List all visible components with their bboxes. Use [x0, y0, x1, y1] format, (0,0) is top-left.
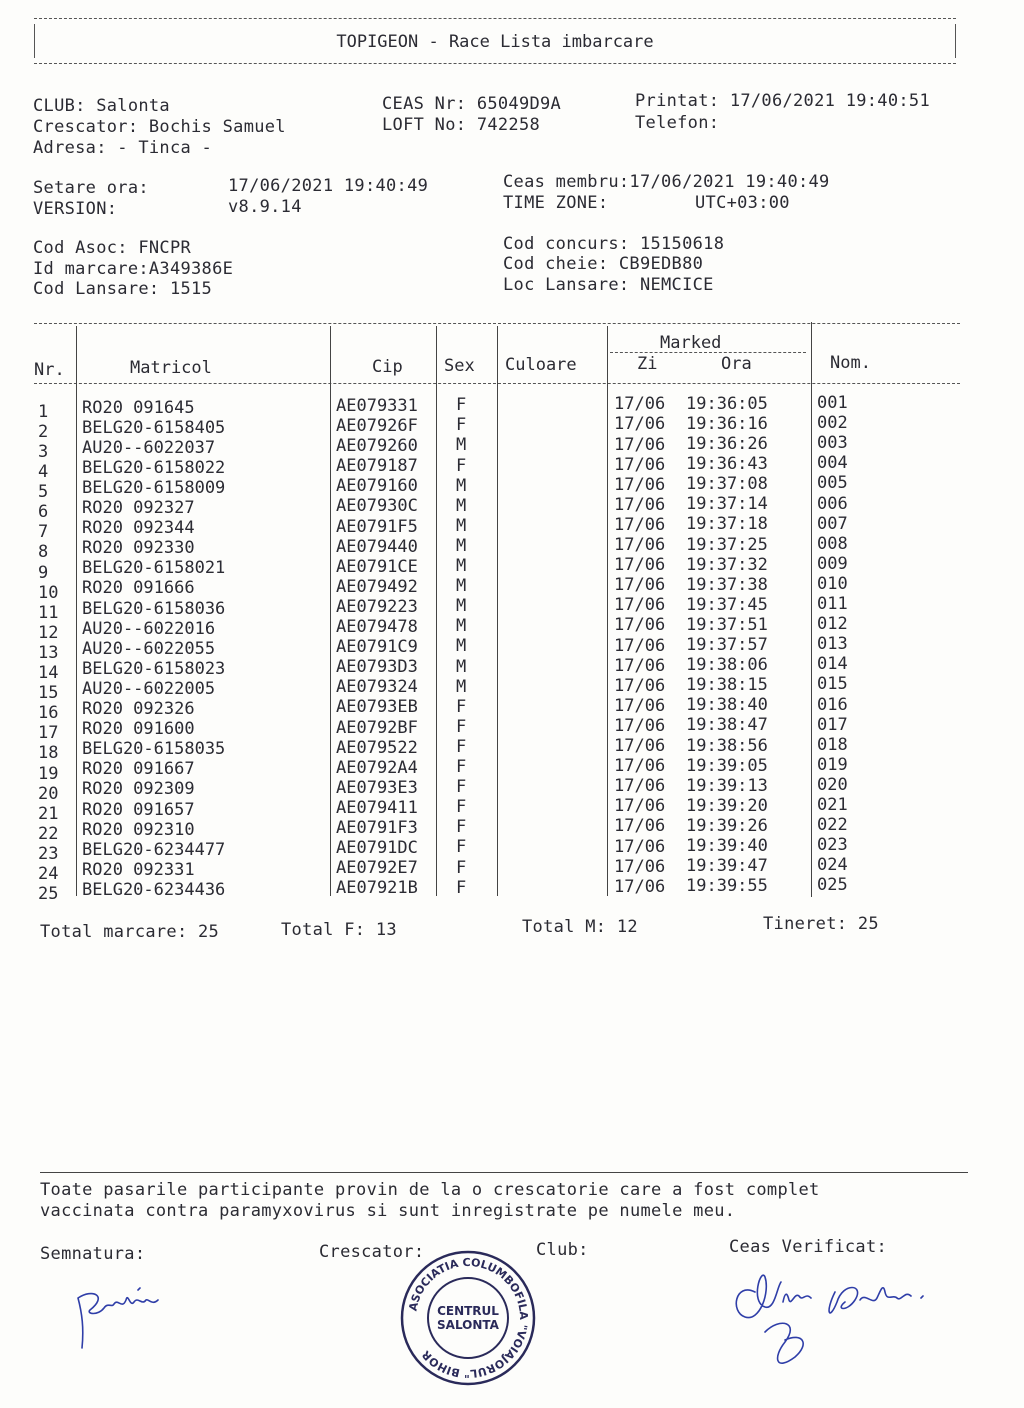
row-2-matricol: BELG20-6158405: [82, 417, 226, 438]
row-12-nr: 12: [38, 622, 59, 643]
row-19-sex: F: [456, 757, 467, 778]
row-13-zi: 17/06: [614, 635, 666, 656]
row-14-sex: M: [456, 656, 467, 677]
row-20-sex: F: [456, 777, 467, 798]
printed-datetime: Printat: 17/06/2021 19:40:51: [635, 91, 930, 111]
row-4-matricol: BELG20-6158022: [82, 457, 226, 478]
row-14-matricol: BELG20-6158023: [82, 658, 226, 679]
row-15-nom: 015: [817, 674, 848, 695]
row-22-cip: AE0791F3: [336, 818, 418, 839]
row-15-matricol: AU20--6022005: [82, 678, 216, 699]
signature-label: Semnatura:: [40, 1244, 146, 1264]
row-6-nom: 006: [817, 493, 848, 514]
col-header-matricol: Matricol: [130, 358, 212, 378]
column-divider-after-sex: [497, 326, 498, 896]
row-17-nr: 17: [38, 723, 59, 744]
row-25-ora: 19:39:55: [686, 876, 768, 897]
row-20-cip: AE0793E3: [336, 777, 418, 798]
row-21-sex: F: [456, 797, 467, 818]
row-1-nom: 001: [817, 393, 848, 414]
member-clock: Ceas membru:17/06/2021 19:40:49: [503, 172, 830, 192]
row-13-sex: M: [456, 636, 467, 657]
vaccination-statement-line1: Toate pasarile participante provin de la o crescatorie care a fost complet: [40, 1180, 820, 1200]
row-10-sex: M: [456, 576, 467, 597]
row-1-ora: 19:36:05: [686, 393, 768, 414]
col-header-zi: Zi: [637, 354, 658, 374]
row-5-nom: 005: [817, 473, 848, 494]
row-23-ora: 19:39:40: [686, 836, 768, 857]
row-23-matricol: BELG20-6234477: [82, 839, 226, 860]
stamp-inner-line2: SALONTA: [437, 1318, 499, 1332]
row-19-matricol: RO20 091667: [82, 759, 195, 780]
row-25-nom: 025: [817, 875, 848, 896]
row-24-ora: 19:39:47: [686, 856, 768, 877]
header-bottom-border: [34, 63, 956, 64]
row-4-sex: F: [456, 455, 467, 476]
row-25-sex: F: [456, 877, 467, 898]
row-16-nr: 16: [38, 703, 59, 724]
row-11-ora: 19:37:45: [686, 594, 768, 615]
row-12-matricol: AU20--6022016: [82, 618, 216, 639]
race-code: Cod concurs: 15150618: [503, 234, 725, 254]
column-divider-after-cip: [436, 326, 437, 896]
row-5-matricol: BELG20-6158009: [82, 477, 226, 498]
col-header-ora: Ora: [721, 354, 752, 374]
row-7-sex: M: [456, 515, 467, 536]
row-2-zi: 17/06: [614, 414, 666, 435]
row-6-cip: AE07930C: [336, 496, 418, 517]
club-stamp: [398, 1248, 538, 1388]
club-label: Club:: [536, 1240, 589, 1260]
row-15-ora: 19:38:15: [686, 675, 768, 696]
col-header-sex: Sex: [444, 356, 475, 376]
row-7-nr: 7: [38, 522, 49, 543]
version-value: v8.9.14: [228, 197, 302, 217]
stamp-inner-line1: CENTRUL: [437, 1304, 499, 1318]
row-24-cip: AE0792E7: [336, 858, 418, 879]
row-19-ora: 19:39:05: [686, 755, 768, 776]
row-16-cip: AE0793EB: [336, 697, 418, 718]
row-5-cip: AE079160: [336, 476, 418, 497]
row-14-nr: 14: [38, 663, 59, 684]
row-20-ora: 19:39:13: [686, 775, 768, 796]
row-15-zi: 17/06: [614, 675, 666, 696]
clock-set-label: Setare ora:: [33, 178, 149, 198]
row-25-nr: 25: [38, 884, 59, 905]
row-17-zi: 17/06: [614, 715, 666, 736]
row-20-matricol: RO20 092309: [82, 779, 195, 800]
column-divider-after-nr: [76, 326, 77, 896]
row-20-nom: 020: [817, 774, 848, 795]
row-7-nom: 007: [817, 513, 848, 534]
phone-label: Telefon:: [635, 113, 720, 133]
row-23-nr: 23: [38, 843, 59, 864]
release-code: Cod Lansare: 1515: [33, 279, 213, 299]
row-8-sex: M: [456, 535, 467, 556]
breeder-name: Crescator: Bochis Samuel: [33, 117, 286, 137]
row-12-zi: 17/06: [614, 615, 666, 636]
table-top-rule: [34, 323, 960, 324]
row-19-nom: 019: [817, 754, 848, 775]
row-2-nom: 002: [817, 413, 848, 434]
row-8-zi: 17/06: [614, 535, 666, 556]
row-19-nr: 19: [38, 763, 59, 784]
column-divider-after-marked: [811, 322, 812, 897]
row-9-sex: M: [456, 556, 467, 577]
row-6-zi: 17/06: [614, 494, 666, 515]
row-5-nr: 5: [38, 482, 49, 503]
row-1-zi: 17/06: [614, 394, 666, 415]
row-22-ora: 19:39:26: [686, 815, 768, 836]
row-17-cip: AE0792BF: [336, 717, 418, 738]
row-24-sex: F: [456, 857, 467, 878]
row-20-nr: 20: [38, 783, 59, 804]
row-14-cip: AE0793D3: [336, 657, 418, 678]
row-8-nom: 008: [817, 533, 848, 554]
row-3-matricol: AU20--6022037: [82, 437, 216, 458]
report-title: TOPIGEON - Race Lista imbarcare: [336, 32, 654, 52]
release-location: Loc Lansare: NEMCICE: [503, 275, 714, 295]
row-10-nom: 010: [817, 573, 848, 594]
row-17-matricol: RO20 091600: [82, 719, 195, 740]
row-19-cip: AE0792A4: [336, 757, 418, 778]
breeder-signature: [68, 1278, 188, 1358]
row-3-nom: 003: [817, 433, 848, 454]
row-11-nr: 11: [38, 602, 59, 623]
row-21-cip: AE079411: [336, 797, 418, 818]
row-22-sex: F: [456, 817, 467, 838]
row-19-zi: 17/06: [614, 756, 666, 777]
row-22-matricol: RO20 092310: [82, 819, 195, 840]
row-12-ora: 19:37:51: [686, 614, 768, 635]
row-11-sex: M: [456, 596, 467, 617]
row-6-sex: M: [456, 495, 467, 516]
row-4-zi: 17/06: [614, 454, 666, 475]
row-1-sex: F: [456, 395, 467, 416]
row-15-nr: 15: [38, 683, 59, 704]
row-1-nr: 1: [38, 401, 49, 422]
report-header-box: [34, 18, 956, 64]
row-14-zi: 17/06: [614, 655, 666, 676]
row-6-nr: 6: [38, 502, 49, 523]
row-3-ora: 19:36:26: [686, 434, 768, 455]
row-13-ora: 19:37:57: [686, 635, 768, 656]
club-name: CLUB: Salonta: [33, 96, 170, 116]
total-marked: Total marcare: 25: [40, 922, 220, 942]
row-8-cip: AE079440: [336, 536, 418, 557]
row-13-cip: AE0791C9: [336, 637, 418, 658]
row-21-zi: 17/06: [614, 796, 666, 817]
row-5-sex: M: [456, 475, 467, 496]
row-22-nom: 022: [817, 815, 848, 836]
row-21-nom: 021: [817, 795, 848, 816]
row-7-matricol: RO20 092344: [82, 518, 195, 539]
row-8-matricol: RO20 092330: [82, 538, 195, 559]
col-header-nr: Nr.: [34, 360, 65, 380]
row-14-nom: 014: [817, 654, 848, 675]
key-code: Cod cheie: CB9EDB80: [503, 254, 704, 274]
row-6-ora: 19:37:14: [686, 494, 768, 515]
row-11-zi: 17/06: [614, 595, 666, 616]
row-18-nr: 18: [38, 743, 59, 764]
row-16-ora: 19:38:40: [686, 695, 768, 716]
row-18-ora: 19:38:56: [686, 735, 768, 756]
row-18-sex: F: [456, 736, 467, 757]
col-header-cip: Cip: [372, 357, 403, 377]
breeder-label: Crescator:: [319, 1242, 425, 1262]
row-3-nr: 3: [38, 441, 49, 462]
row-23-cip: AE0791DC: [336, 838, 418, 859]
row-6-matricol: RO20 092327: [82, 498, 195, 518]
row-23-zi: 17/06: [614, 836, 666, 857]
row-15-sex: M: [456, 676, 467, 697]
row-9-ora: 19:37:32: [686, 554, 768, 575]
clock-verified-label: Ceas Verificat:: [729, 1237, 888, 1257]
row-4-nr: 4: [38, 462, 49, 483]
row-10-zi: 17/06: [614, 575, 666, 596]
row-10-ora: 19:37:38: [686, 574, 768, 595]
row-21-ora: 19:39:20: [686, 795, 768, 816]
row-9-nr: 9: [38, 562, 49, 583]
row-24-matricol: RO20 092331: [82, 859, 195, 880]
loft-number: LOFT No: 742258: [382, 115, 541, 135]
marking-id: Id marcare:A349386E: [33, 259, 234, 279]
row-5-zi: 17/06: [614, 474, 666, 495]
col-header-culoare: Culoare: [505, 355, 577, 375]
row-2-sex: F: [456, 415, 467, 436]
clock-set-value: 17/06/2021 19:40:49: [228, 176, 429, 196]
row-18-cip: AE079522: [336, 737, 418, 758]
header-top-border: [34, 18, 956, 19]
row-10-nr: 10: [38, 582, 59, 603]
row-12-nom: 012: [817, 614, 848, 635]
stamp-outer-text: ASOCIATIA COLUMBOFILA "VOIAJORUL" BIHOR: [406, 1255, 531, 1381]
row-11-nom: 011: [817, 594, 848, 615]
row-21-nr: 21: [38, 803, 59, 824]
row-24-nr: 24: [38, 864, 59, 885]
breeder-address: Adresa: - Tinca -: [33, 138, 213, 158]
row-23-sex: F: [456, 837, 467, 858]
row-21-matricol: RO20 091657: [82, 799, 195, 820]
row-22-zi: 17/06: [614, 816, 666, 837]
row-2-ora: 19:36:16: [686, 413, 768, 434]
col-header-marked: Marked: [660, 333, 722, 353]
row-9-cip: AE0791CE: [336, 556, 418, 577]
col-header-nom: Nom.: [830, 353, 871, 373]
row-3-cip: AE079260: [336, 436, 418, 457]
time-zone-label: TIME ZONE:: [503, 193, 609, 213]
row-12-cip: AE079478: [336, 617, 418, 638]
total-female: Total F: 13: [281, 920, 397, 940]
total-young: Tineret: 25: [763, 914, 879, 934]
row-23-nom: 023: [817, 835, 848, 856]
column-divider-after-matricol: [330, 326, 331, 896]
row-2-nr: 2: [38, 421, 49, 442]
row-3-zi: 17/06: [614, 434, 666, 455]
row-8-ora: 19:37:25: [686, 534, 768, 555]
row-12-sex: M: [456, 616, 467, 637]
row-14-ora: 19:38:06: [686, 655, 768, 676]
row-16-nom: 016: [817, 694, 848, 715]
row-24-zi: 17/06: [614, 856, 666, 877]
footer-rule: [40, 1172, 968, 1173]
row-25-matricol: BELG20-6234436: [82, 879, 226, 900]
row-11-cip: AE079223: [336, 596, 418, 617]
row-16-zi: 17/06: [614, 695, 666, 716]
time-zone-value: UTC+03:00: [695, 193, 790, 213]
row-1-cip: AE079331: [336, 395, 418, 416]
row-25-cip: AE07921B: [336, 878, 418, 899]
row-22-nr: 22: [38, 823, 59, 844]
version-label: VERSION:: [33, 199, 118, 219]
row-5-ora: 19:37:08: [686, 474, 768, 495]
total-male: Total M: 12: [522, 917, 638, 937]
row-9-matricol: BELG20-6158021: [82, 558, 226, 579]
row-15-cip: AE079324: [336, 677, 418, 698]
row-18-matricol: BELG20-6158035: [82, 739, 226, 760]
row-13-nr: 13: [38, 642, 59, 663]
row-25-zi: 17/06: [614, 876, 666, 897]
row-17-ora: 19:38:47: [686, 715, 768, 736]
row-1-matricol: RO20 091645: [82, 397, 195, 418]
row-18-nom: 018: [817, 734, 848, 755]
row-13-matricol: AU20--6022055: [82, 638, 216, 659]
row-17-sex: F: [456, 716, 467, 737]
vaccination-statement-line2: vaccinata contra paramyxovirus si sunt inregistrate pe numele meu.: [40, 1201, 736, 1221]
row-16-matricol: RO20 092326: [82, 699, 195, 719]
row-4-ora: 19:36:43: [686, 454, 768, 475]
row-4-cip: AE079187: [336, 456, 418, 477]
row-9-nom: 009: [817, 553, 848, 574]
row-7-cip: AE0791F5: [336, 516, 418, 537]
row-4-nom: 004: [817, 453, 848, 474]
row-10-cip: AE079492: [336, 576, 418, 597]
row-7-zi: 17/06: [614, 514, 666, 535]
row-11-matricol: BELG20-6158036: [82, 598, 226, 619]
row-17-nom: 017: [817, 714, 848, 735]
assoc-code: Cod Asoc: FNCPR: [33, 238, 192, 258]
row-3-sex: M: [456, 435, 467, 456]
row-7-ora: 19:37:18: [686, 514, 768, 535]
row-16-sex: F: [456, 696, 467, 717]
row-10-matricol: RO20 091666: [82, 578, 195, 599]
row-18-zi: 17/06: [614, 736, 666, 757]
clock-verifier-signature: [725, 1262, 955, 1382]
row-8-nr: 8: [38, 542, 49, 563]
clock-number: CEAS Nr: 65049D9A: [382, 94, 562, 114]
row-9-zi: 17/06: [614, 555, 666, 576]
row-2-cip: AE07926F: [336, 416, 418, 437]
row-13-nom: 013: [817, 634, 848, 655]
column-divider-after-culoare: [607, 326, 608, 896]
row-20-zi: 17/06: [614, 776, 666, 797]
row-24-nom: 024: [817, 855, 848, 876]
